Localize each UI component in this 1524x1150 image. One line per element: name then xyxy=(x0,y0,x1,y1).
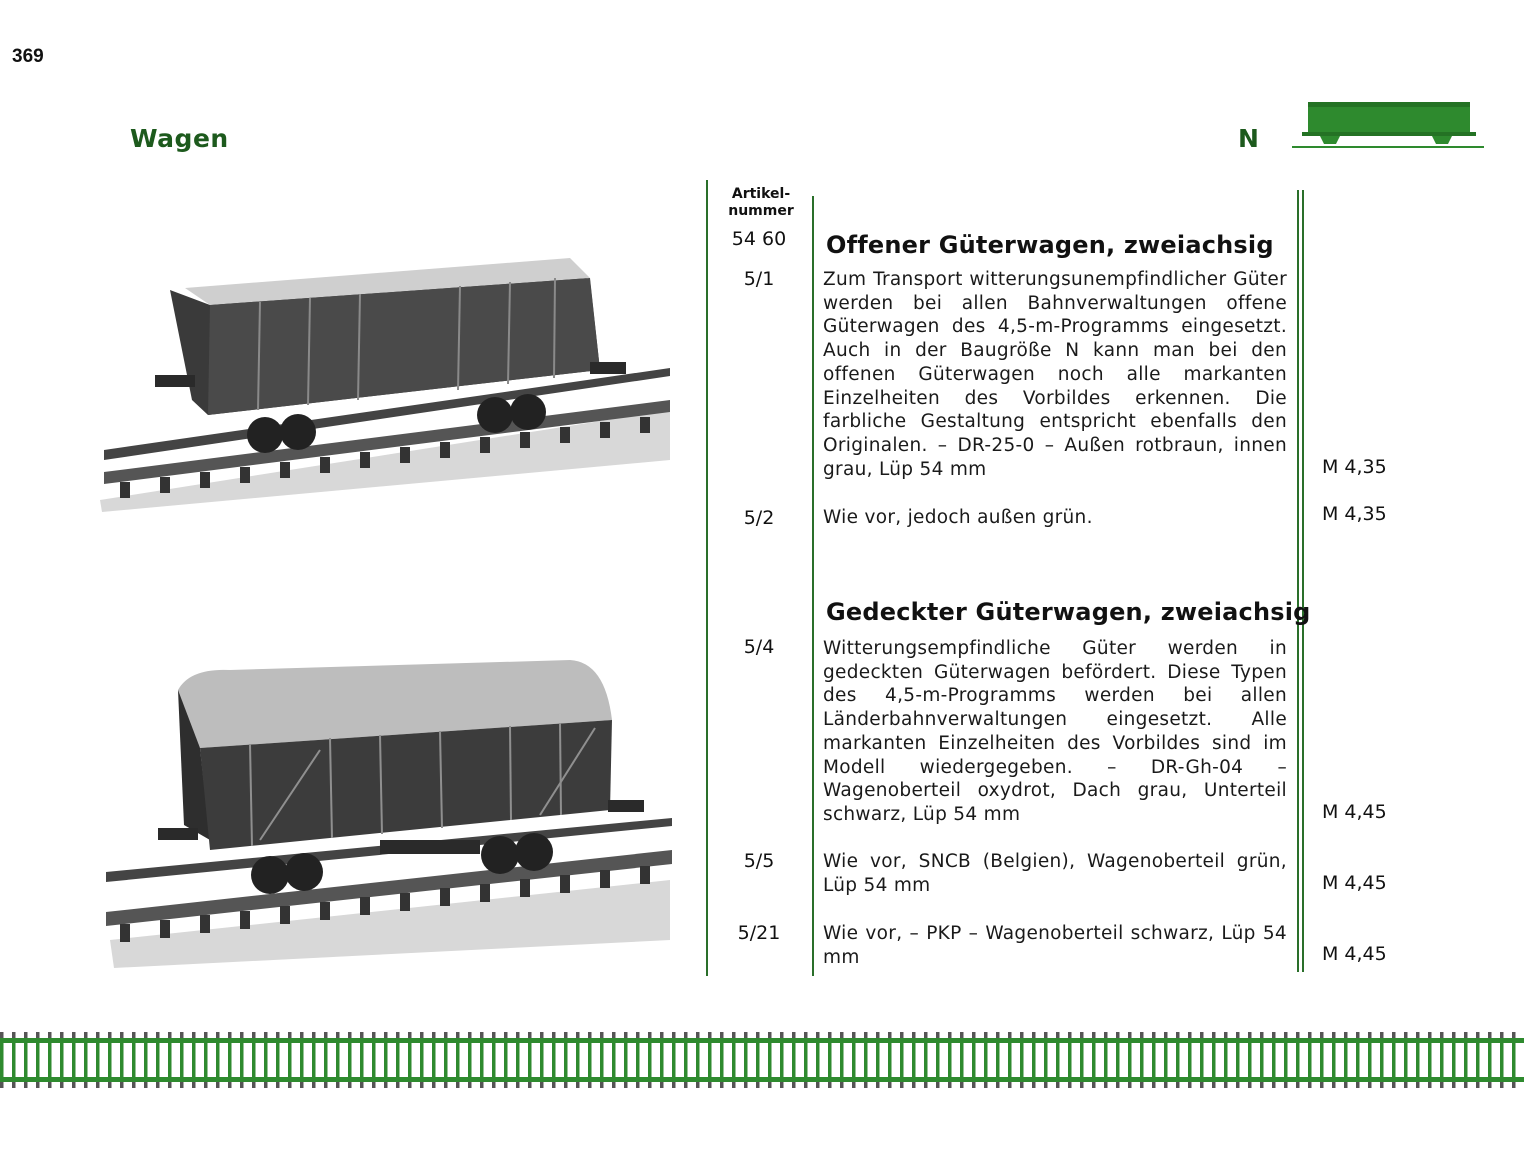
heading-open-wagon: Offener Güterwagen, zweiachsig xyxy=(826,231,1274,259)
article-number: 5/1 xyxy=(743,268,775,290)
column-rule-middle xyxy=(812,196,814,976)
article-price: M 4,35 xyxy=(1322,503,1387,525)
section-title: Wagen xyxy=(130,124,229,153)
article-number: 5/4 xyxy=(743,636,775,658)
track-border-icon xyxy=(0,1028,1524,1092)
article-price: M 4,35 xyxy=(1322,456,1387,478)
article-description: Wie vor, jedoch außen grün. xyxy=(823,507,1093,528)
article-number: 5/2 xyxy=(743,507,775,529)
page-number: 369 xyxy=(12,46,44,67)
heading-covered-wagon: Gedeckter Güterwagen, zweiachsig xyxy=(826,598,1311,626)
article-number: 5/21 xyxy=(737,922,781,944)
column-rule-left xyxy=(706,180,708,976)
column-rule-right-a xyxy=(1297,190,1299,972)
column-rule-right-b xyxy=(1302,190,1304,972)
header-line-1: Artikel- xyxy=(731,186,791,202)
article-prefix: 54 60 xyxy=(731,228,787,250)
article-number: 5/5 xyxy=(743,850,775,872)
wagon-silhouette-icon xyxy=(1292,98,1484,156)
article-description: Zum Transport witterungsunempfindlicher Güter werden bei allen Bahnverwaltungen offene Güterwagen des 4,5-m-Programms eingesetzt. Auch in der Baugröße N kann man bei den offenen Güterwagen noch alle markanten Einzelheiten des Vorbildes erkennen. Die farbliche Gestaltung entspricht ebenfalls den Originalen. – DR-25-0 – Außen rotbraun, innen grau, Lüp 54 mm xyxy=(823,269,1287,480)
header-line-2: nummer xyxy=(728,203,794,219)
article-price: M 4,45 xyxy=(1322,943,1387,965)
covered-freight-wagon-photo xyxy=(100,650,680,970)
article-price: M 4,45 xyxy=(1322,801,1387,823)
article-description: Wie vor, – PKP – Wagenoberteil schwarz, Lüp 54 mm xyxy=(823,923,1287,968)
article-description: Witterungsempfindliche Güter werden in gedeckten Güterwagen befördert. Diese Typen des 4,5-m-Programms werden bei allen Länderbahnverwaltungen eingesetzt. Alle markanten Einzelheiten des Vorbildes sind im Modell wiedergegeben. – DR-Gh-04 – Wagenoberteil oxydrot, Dach grau, Unterteil schwarz, Lüp 54 mm xyxy=(823,638,1287,825)
article-number-header xyxy=(718,186,804,220)
article-description: Wie vor, SNCB (Belgien), Wagenoberteil grün, Lüp 54 mm xyxy=(823,851,1287,896)
open-freight-wagon-photo xyxy=(100,250,680,520)
article-price: M 4,45 xyxy=(1322,872,1387,894)
gauge-label: N xyxy=(1238,124,1259,153)
